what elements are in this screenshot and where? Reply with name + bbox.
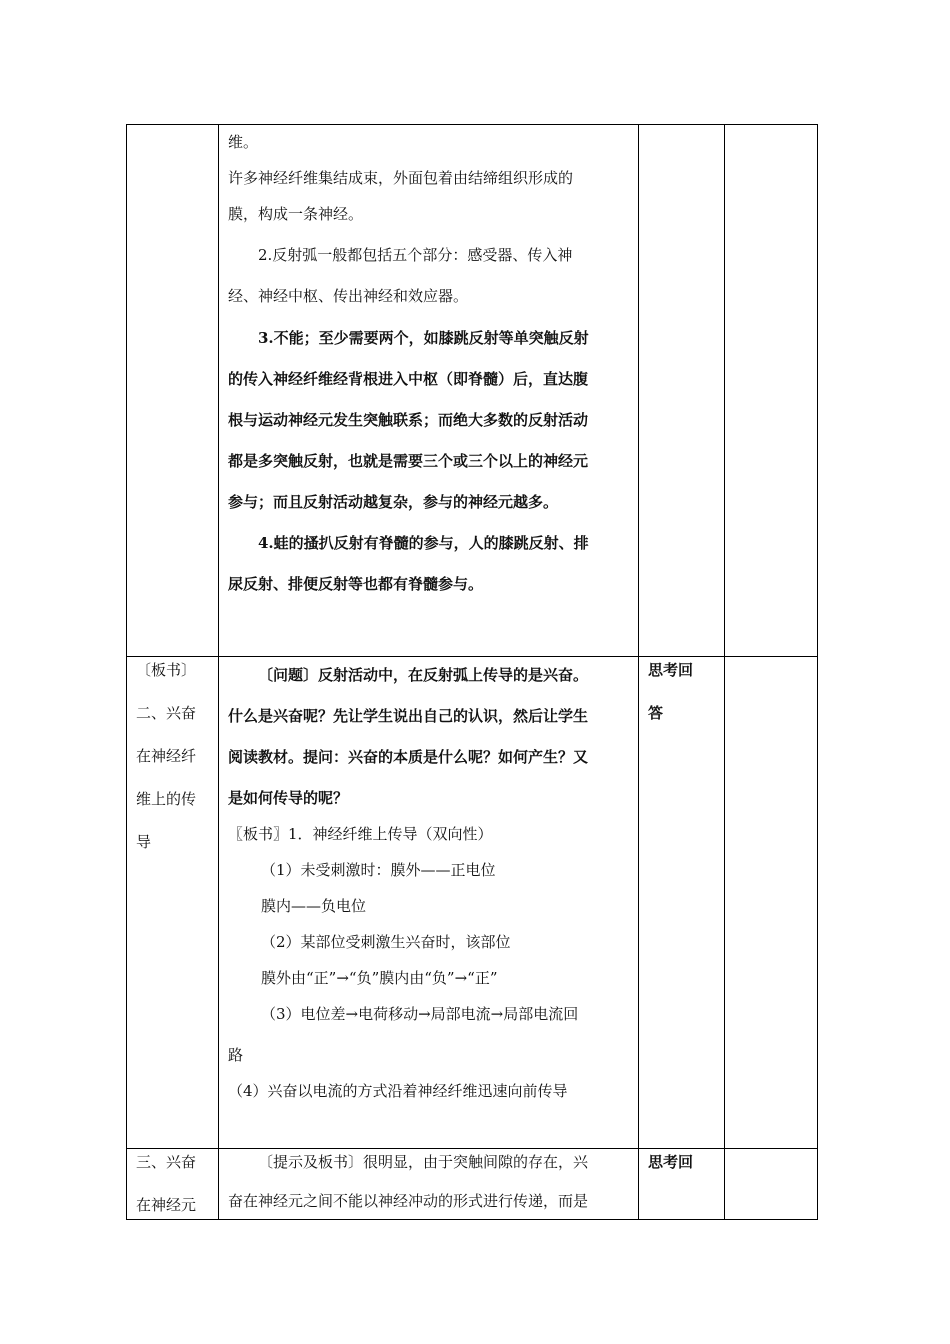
paragraph-line: 膜内——负电位 xyxy=(261,897,367,915)
heading-line: 导 xyxy=(136,833,152,851)
content-cell xyxy=(219,125,639,657)
paragraph-line: （1）未受刺激时：膜外——正电位 xyxy=(261,861,496,879)
activity-line: 答 xyxy=(648,704,664,722)
paragraph-line: （2）某部位受刺激生兴奋时，该部位 xyxy=(261,933,511,951)
table-row xyxy=(127,1149,818,1220)
activity-cell xyxy=(639,657,725,1149)
paragraph-line: （3）电位差→电荷移动→局部电流→局部电流回 xyxy=(261,1005,579,1023)
activity-cell xyxy=(639,1149,725,1220)
heading-line: 维上的传 xyxy=(136,790,197,808)
heading-line: 〔板书〕 xyxy=(136,661,197,679)
paragraph-line: 尿反射、排便反射等也都有脊髓参与。 xyxy=(228,575,484,593)
heading-line: 在神经纤 xyxy=(136,747,197,765)
heading-line: 二、兴奋 xyxy=(136,704,197,722)
paragraph-line: （4）兴奋以电流的方式沿着神经纤维迅速向前传导 xyxy=(228,1082,568,1100)
section-heading-cell xyxy=(127,657,219,1149)
lesson-plan-table xyxy=(126,124,818,1220)
paragraph-line: 的传入神经纤维经背根进入中枢（即脊髓）后，直达腹 xyxy=(228,370,589,388)
section-heading-cell xyxy=(127,1149,219,1220)
paragraph-line: 〔问题〕反射活动中，在反射弧上传导的是兴奋。 xyxy=(258,666,589,684)
paragraph-line: 2.反射弧一般都包括五个部分：感受器、传入神 xyxy=(258,246,573,264)
notes-cell xyxy=(725,1149,818,1220)
notes-cell xyxy=(725,657,818,1149)
paragraph-line: 参与；而且反射活动越复杂，参与的神经元越多。 xyxy=(228,493,559,511)
table-row xyxy=(127,125,818,657)
heading-line: 三、兴奋 xyxy=(136,1153,197,1171)
paragraph-line: 4.蛙的搔扒反射有脊髓的参与，人的膝跳反射、排 xyxy=(258,534,589,552)
content-cell xyxy=(219,657,639,1149)
paragraph-line: 是如何传导的呢？ xyxy=(228,789,349,807)
board-heading: 〖板书〗1．神经纤维上传导（双向性） xyxy=(228,825,493,843)
paragraph-line: 根与运动神经元发生突触联系；而绝大多数的反射活动 xyxy=(228,411,589,429)
activity-line: 思考回 xyxy=(648,661,694,679)
content-cell xyxy=(219,1149,639,1220)
paragraph-line: 路 xyxy=(228,1046,244,1064)
paragraph-line: 3.不能；至少需要两个，如膝跳反射等单突触反射 xyxy=(258,329,589,347)
paragraph-line: 什么是兴奋呢？先让学生说出自己的认识，然后让学生 xyxy=(228,707,589,725)
section-heading-cell xyxy=(127,125,219,657)
paragraph-line: 〔提示及板书〕很明显，由于突触间隙的存在，兴 xyxy=(258,1153,589,1171)
paragraph-line: 奋在神经元之间不能以神经冲动的形式进行传递，而是 xyxy=(228,1192,589,1210)
paragraph-line: 都是多突触反射，也就是需要三个或三个以上的神经元 xyxy=(228,452,589,470)
paragraph-line: 许多神经纤维集结成束，外面包着由结缔组织形成的 xyxy=(228,169,574,187)
paragraph-line: 膜外由“正”→“负”膜内由“负”→“正” xyxy=(261,969,498,987)
paragraph-line: 膜，构成一条神经。 xyxy=(228,205,364,223)
activity-cell xyxy=(639,125,725,657)
activity-line: 思考回 xyxy=(648,1153,694,1171)
notes-cell xyxy=(725,125,818,657)
heading-line: 在神经元 xyxy=(136,1196,197,1214)
paragraph-line: 维。 xyxy=(228,133,259,151)
paragraph-line: 经、神经中枢、传出神经和效应器。 xyxy=(228,287,469,305)
table-row xyxy=(127,657,818,1149)
paragraph-line: 阅读教材。提问：兴奋的本质是什么呢？如何产生？又 xyxy=(228,748,589,766)
